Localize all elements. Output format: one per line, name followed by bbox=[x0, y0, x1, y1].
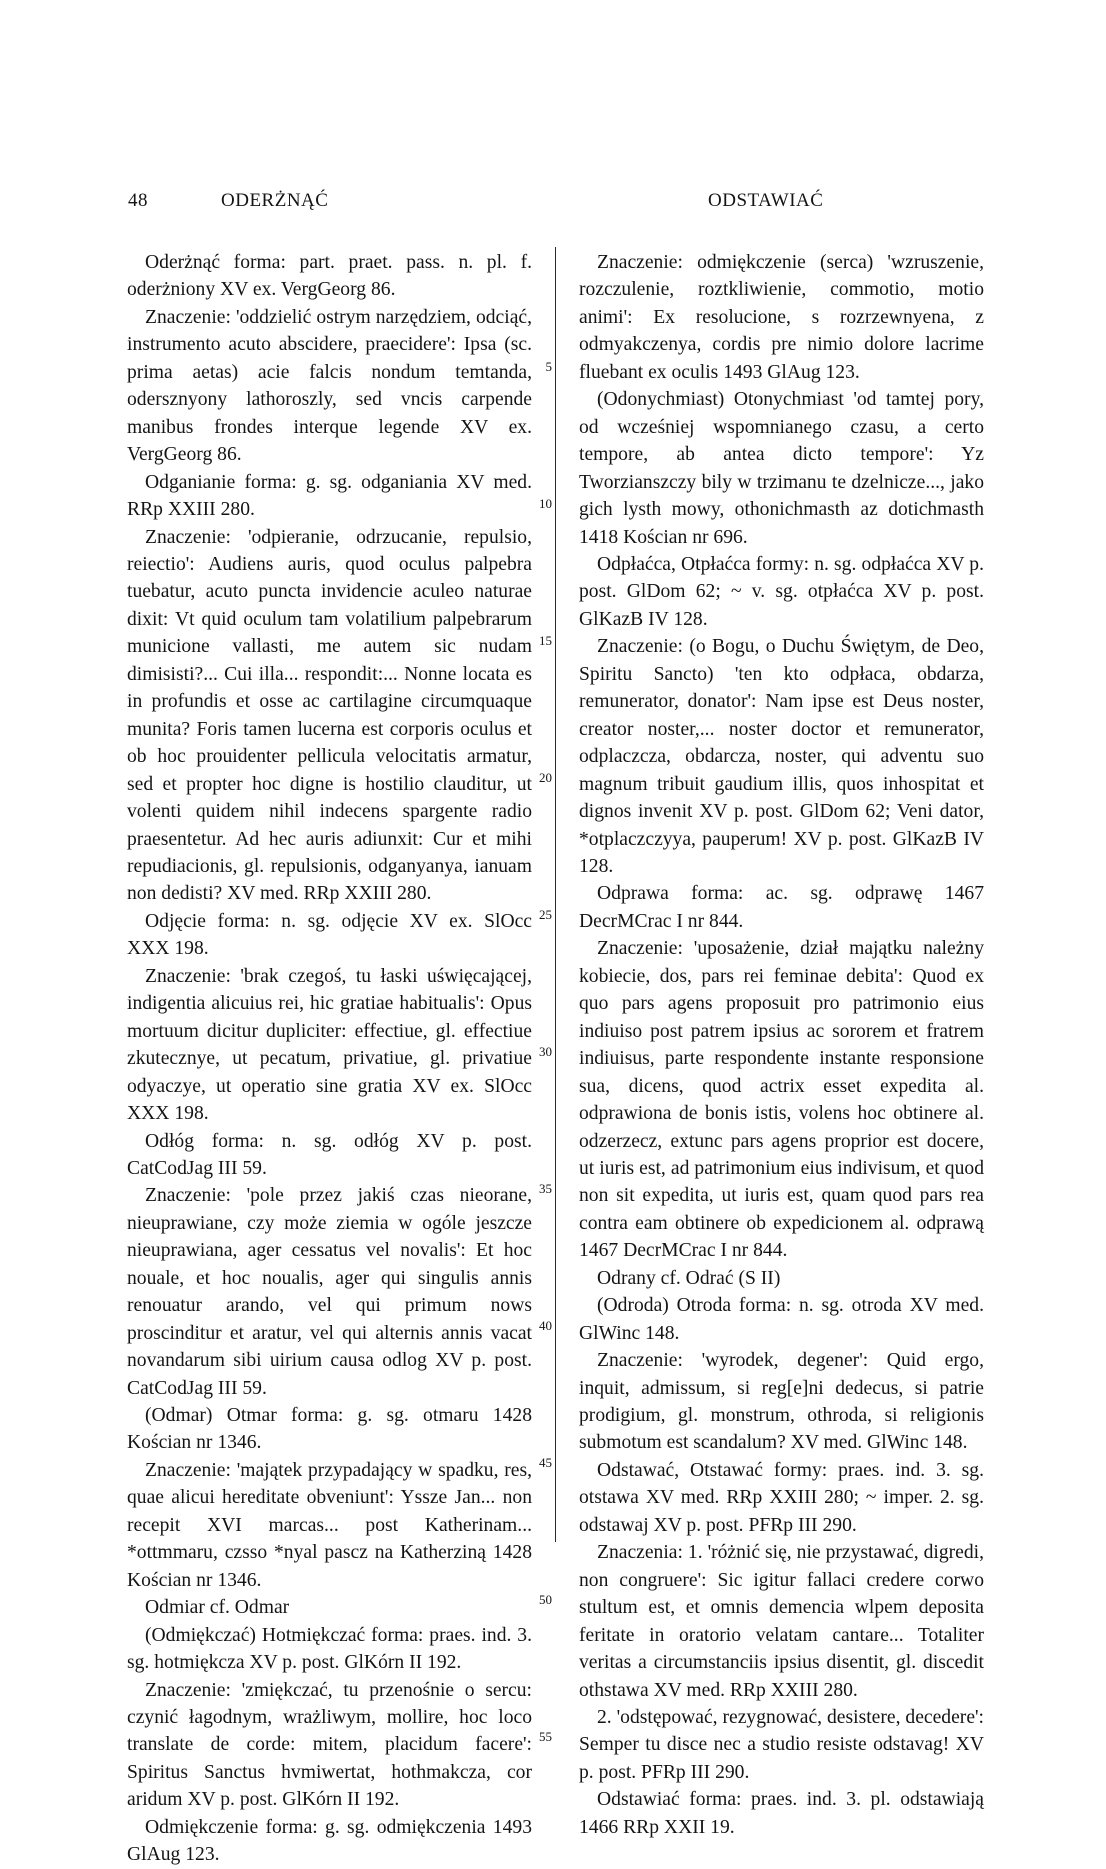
line-number: 40 bbox=[539, 1318, 552, 1333]
left-column bbox=[127, 249, 532, 1869]
entry-odstawac: Odstawać, Otstawać formy: praes. ind. 3. sg. otstawa XV med. RRp XXIII 280; ~ imper. 2. sg. odstawaj XV p. post. PFRp III 290. bbox=[579, 1459, 984, 1536]
header-left-headword: ODERŻNĄĆ bbox=[221, 190, 329, 211]
entry-oderznac: Oderżnąć forma: part. praet. pass. n. pl. f. oderżniony XV ex. VergGeorg 86. bbox=[127, 252, 532, 301]
line-number: 45 bbox=[539, 1455, 552, 1470]
entry-odrany: Odrany cf. Odrać (S II) bbox=[597, 1267, 781, 1289]
entry-otmar: (Odmar) Otmar forma: g. sg. otmaru 1428 Kościan nr 1346. bbox=[127, 1405, 532, 1454]
line-number: 15 bbox=[539, 633, 552, 648]
entry-odstawac-meaning-2: 2. 'odstępować, rezygnować, desistere, decedere': Semper tu disce nec a studio resiste odstavag! XV p. post. PFRp III 290. bbox=[579, 1707, 984, 1783]
entry-odstawac-meaning-1: Znaczenia: 1. 'różnić się, nie przystawać, digredi, non congruere': Sic igitur fallaci credere corwo stultum est, et omnis demencia wlpem deposita feritate in oratorio velatam cantare... Totaliter veritas a circumstanciis ipsius disentit, gl. discedit othstawa XV med. RRp XXIII 280. bbox=[579, 1542, 984, 1701]
line-number: 25 bbox=[539, 907, 552, 922]
entry-odjecie-meaning: Znaczenie: 'brak czegoś, tu łaski uświęcającej, indigentia alicuius rei, hic gratiae habitualis': Opus mortuum dicitur dupliciter: effectiue, gl. effectiue zkutecznye, ut pecatum, privatiue, gl. privatiue odyaczye, ut operatio sine gratia XV ex. SlOcc XXX 198. bbox=[127, 965, 532, 1125]
line-number: 5 bbox=[545, 359, 552, 374]
entry-odmiekczenie-meaning: Znaczenie: odmiękczenie (serca) 'wzruszenie, rozczulenie, roztkliwienie, commotio, motio animi': Ex resolucione, s rozrzewnyena, z odmyakczenya, cordis pre nimio dolore lacrime fluebant ex oculis 1493 GlAug 123. bbox=[579, 252, 984, 383]
page-number: 48 bbox=[128, 190, 148, 211]
line-number: 20 bbox=[539, 770, 552, 785]
entry-odjecie: Odjęcie forma: n. sg. odjęcie XV ex. SlOcc XXX 198. bbox=[127, 910, 532, 960]
line-number: 50 bbox=[539, 1592, 552, 1607]
entry-odplacca: Odpłaćca, Otpłaćca formy: n. sg. odpłaćca XV p. post. GlDom 62; ~ v. sg. otpłaćca XV p. post. GlKazB IV 128. bbox=[579, 553, 984, 630]
entry-odganianie: Odganianie forma: g. sg. odganiania XV med. RRp XXIII 280. bbox=[127, 471, 532, 521]
line-number: 30 bbox=[539, 1044, 552, 1059]
right-column bbox=[579, 249, 984, 1841]
entry-hotmiekczac: (Odmiękczać) Hotmiękczać forma: praes. ind. 3. sg. hotmiękcza XV p. post. GlKórn II 192. bbox=[127, 1624, 532, 1674]
entry-otroda: (Odroda) Otroda forma: n. sg. otroda XV med. GlWinc 148. bbox=[579, 1295, 984, 1344]
line-number: 35 bbox=[539, 1181, 552, 1196]
header-right-headword: ODSTAWIAĆ bbox=[708, 190, 824, 211]
column-divider bbox=[555, 247, 556, 1542]
entry-odmiar: Odmiar cf. Odmar bbox=[145, 1597, 290, 1619]
line-number: 55 bbox=[539, 1729, 552, 1744]
entry-odmiekczenie: Odmiękczenie forma: g. sg. odmiękczenia 1493 GlAug 123. bbox=[127, 1816, 532, 1866]
entry-odstawiac: Odstawiać forma: praes. ind. 3. pl. odstawiają 1466 RRp XXII 19. bbox=[579, 1789, 984, 1838]
entry-odlog: Odłóg forma: n. sg. odłóg XV p. post. CatCodJag III 59. bbox=[127, 1130, 532, 1179]
entry-odprawa: Odprawa forma: ac. sg. odprawę 1467 DecrMCrac I nr 844. bbox=[579, 883, 984, 932]
entry-hotmiekczac-meaning: Znaczenie: 'zmiękczać, tu przenośnie o sercu: czynić łagodnym, wrażliwym, mollire, hoc loco translate de corde: mitem, placidum facere': Spiritus Sanctus hvmiwertat, hothmakcza, cor aridum XV p. post. GlKórn II 192. bbox=[127, 1679, 532, 1811]
entry-oderznac-meaning: Znaczenie: 'oddzielić ostrym narzędziem, odciąć, instrumento acuto abscidere, praecidere': Ipsa (sc. prima aetas) acie falcis nondum temtanda, odersznyony lathoroszly, sed vncis carpende manibus frondes interque legende XV ex. VergGeorg 86. bbox=[127, 306, 532, 466]
entry-odganianie-meaning: Znaczenie: 'odpieranie, odrzucanie, repulsio, reiectio': Audiens auris, quod oculus palpebra tuebatur, acuto puncta invidencie aculeo naturae dixit: Vt quid oculum tam volatilium palpebrarum municione vallasti, me autem sic nudam dimisisti?... Cui illa... respondit:... Nonne locata es in profundis et osse ac cartilagine circumquaque munita? Foris tamen lucerna est corporis oculus et ob hoc prouidenter pellicula velocitatis armatur, sed et propter hoc digne is hostilio clauditur, ut volenti quidem nihil indecens spargente radio praesentetur. Ad hec auris adiunxit: Cur et mihi repudiacionis, gl. repulsionis, odganyanya, ianuam non dedisti? XV med. RRp XXIII 280. bbox=[127, 526, 532, 905]
line-number: 10 bbox=[539, 496, 552, 511]
entry-otonychmiast: (Odonychmiast) Otonychmiast 'od tamtej pory, od wcześniej wspomnianego czasu, a certo tempore, ab antea dicto tempore': Yz Tworzianszczy bily w trzimanu te dzelnicze..., jako gich lysth mowy, othonichmasth az dotichmasth 1418 Kościan nr 696. bbox=[579, 389, 984, 548]
entry-odprawa-meaning: Znaczenie: 'uposażenie, dział majątku należny kobiecie, dos, pars rei feminae debita': Quod ex quo pars agens proposuit pro patrimonio eius indiuiso post patrem ipsius ac sororem et fratrem indiuisus, parte respondente instante responsione sua, dicens, quod actrix esset expedita al. odprawiona de bonis istis, volens hoc obtinere al. odzerzecz, extunc pars agens proprior est docere, ut iuris est, ad patrimonium eius indivisum, et quod non sit expedita, ut iuris est, quam quod pars rea contra eam obtinere ob expedicionem al. odprawą 1467 DecrMCrac I nr 844. bbox=[579, 938, 984, 1262]
entry-otmar-meaning: Znaczenie: 'majątek przypadający w spadku, res, quae alicui hereditate obveniunt': Yssze Jan... non recepit XVI marcas... post Katherinam... *ottmmaru, czsso *nyal pascz na Katherziną 1428 Kościan nr 1346. bbox=[127, 1459, 532, 1591]
entry-otroda-meaning: Znaczenie: 'wyrodek, degener': Quid ergo, inquit, admissum, si reg[e]ni dedecus, si patrie prodigium, gl. monstrum, othroda, si religionis submotum est scandalum? XV med. GlWinc 148. bbox=[579, 1350, 984, 1454]
running-header bbox=[128, 190, 1008, 218]
entry-odplacca-meaning: Znaczenie: (o Bogu, o Duchu Świętym, de Deo, Spiritu Sancto) 'ten kto odpłaca, obdarza, remunerator, donator': Nam ipse est Deus noster, creator noster,... noster doctor et remunerator, odplaczcza, obdarcza, noster, qui adventu suo magnum tribuit gaudium illis, quos inhospitat et dignos invenit XV p. post. GlDom 62; Veni dator, *otplaczczyya, pauperum! XV p. post. GlKazB IV 128. bbox=[579, 636, 984, 877]
entry-odlog-meaning: Znaczenie: 'pole przez jakiś czas nieorane, nieuprawiane, czy może ziemia w ogóle jeszcze nieuprawiana, ager cessatus vel novalis': Et hoc nouale, et hoc noualis, ager qui singulis annis renouatur arando, vel qui primum nows proscinditur et aratur, vel qui alternis annis vacat novandarum sibi uirium causa odlog XV p. post. CatCodJag III 59. bbox=[127, 1185, 532, 1399]
